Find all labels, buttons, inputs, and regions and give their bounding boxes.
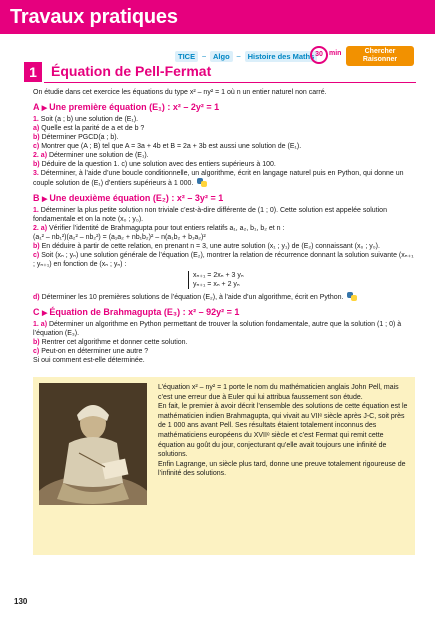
tag-algo: Algo: [210, 51, 233, 62]
python-icon: [347, 292, 357, 301]
skills-badge: [346, 46, 414, 66]
title-divider: [44, 82, 416, 83]
exercise-tags: [175, 49, 317, 63]
question-line: 1. Déterminer la plus petite solution non triviale c’est-à-dire différente de (1 ; 0). Cette solution est appelée solution fondamentale et on la note (x₀ ; y₀).: [33, 207, 387, 223]
recurrence-y: yₙ₊₁ = xₙ + 2 yₙ: [193, 281, 240, 288]
question-line: 2. a) Vérifier l’identité de Brahmagupta pour tout entiers relatifs a₁, a₂, b₁, b₂ et n :: [33, 225, 285, 232]
brahmagupta-portrait: [39, 383, 147, 505]
portrait-illustration: [39, 383, 147, 505]
skill-chercher: Chercher: [364, 48, 396, 55]
question-line: 3. Déterminer, à l’aide d’une boucle conditionnelle, un algorithme, écrit en langage naturel puis en Python, qui donne un couple solution de (E₁) d’entiers supérieurs à 1 000.: [33, 170, 404, 187]
history-note: [158, 383, 408, 479]
timer-icon: 30: [310, 46, 328, 64]
question-line: b) En déduire à partir de cette relation, en prenant n = 3, une autre solution (x₁ ; y₁) de (E₂) connaissant (x₀ ; y₀).: [33, 243, 380, 250]
recurrence-x: xₙ₊₁ = 2xₙ + 3 yₙ: [193, 272, 244, 279]
page-title: Travaux pratiques: [10, 6, 178, 28]
note-paragraph: Enfin Lagrange, un siècle plus tard, donne une preuve totalement rigoureuse de l’infinité des solutions.: [158, 460, 406, 478]
question-line: 2. a) Déterminer une solution de (E₁).: [33, 152, 149, 159]
tag-separator: –: [236, 52, 241, 60]
tag-history: Histoire des Maths: [245, 51, 318, 62]
section-c-title: C ▶ Équation de Brahmagupta (E₃) : x² – 92y² = 1: [33, 307, 240, 317]
exercise-number: 1: [24, 62, 42, 82]
python-icon: [197, 178, 207, 187]
question-line: c) Soit (xₙ ; yₙ) une solution générale de l’équation (E₂), montrer la relation de récurrence donnant la solution suivante (xₙ₊₁ ; yₙ₊₁) en fonction de (xₙ ; yₙ) :: [33, 252, 414, 268]
section-a-title: A ▶ Une première équation (E₁) : x² – 2y² = 1: [33, 102, 220, 112]
tag-tice: TICE: [175, 51, 198, 62]
note-paragraph: En fait, le premier à avoir décrit l’ensemble des solutions de cette équation est le mathématicien indien Brahmagupta, qui vivait au VIIᵉ siècle après J-C, soit près de 1 000 ans avant Pell. Ses résultats étaient totalement inconnus des mathématiciens européens du XVIIᵉ siècle et c’est Fermat qui remit cette équation au goût du jour, conjecturant qu’elle avait toujours une infinité de solutions.: [158, 403, 408, 459]
question-line: b) Déterminer PGCD(a ; b).: [33, 134, 119, 141]
question-line: 1. Soit (a ; b) une solution de (E₁).: [33, 116, 139, 123]
question-line: a) Quelle est la parité de a et de b ?: [33, 125, 145, 132]
tag-separator: –: [202, 52, 206, 60]
intro-text: On étudie dans cet exercice les équations du type x² – ny² = 1 où n un entier naturel non carré.: [33, 89, 327, 96]
recurrence-system: [188, 271, 417, 289]
question-line: b) Rentrer cet algorithme et donner cette solution.: [33, 339, 188, 346]
exercise-title: Équation de Pell-Fermat: [51, 63, 212, 79]
section-b-title: B ▶ Une deuxième équation (E₂) : x² – 3y² = 1: [33, 193, 224, 203]
exercise-content: [33, 88, 417, 365]
question-line: c) Montrer que (A ; B) tel que A = 3a + 4b et B = 2a + 3b est aussi une solution de (E₁).: [33, 143, 302, 150]
identity-formula: (a₁² – nb₁²)(a₂² – nb₂²) = (a₁a₂ + nb₁b₂)² – n(a₁b₂ + b₁a₂)²: [33, 234, 206, 241]
timer-unit: min: [329, 50, 342, 57]
page-number: 130: [14, 597, 28, 606]
question-line: b) Déduire de la question 1. c) une solution avec des entiers supérieurs à 100.: [33, 161, 276, 168]
question-line: Si oui comment est-elle déterminée.: [33, 357, 145, 364]
question-line: c) Peut-on en déterminer une autre ?: [33, 348, 149, 355]
question-line: d) Déterminer les 10 premières solutions de l’équation (E₂), à l’aide d’un algorithme, écrit en Python.: [33, 292, 417, 302]
question-line: 1. a) Déterminer un algorithme en Python permettant de trouver la solution fondamentale, autre que la solution (1 ; 0) à l’équation (E₃).: [33, 321, 402, 337]
note-paragraph: L’équation x² – ny² = 1 porte le nom du mathématicien anglais John Pell, mais c’est une erreur due à Euler qui lui attribua faussement son étude.: [158, 384, 399, 401]
skill-raisonner: Raisonner: [362, 56, 398, 63]
history-panel: [33, 377, 415, 555]
